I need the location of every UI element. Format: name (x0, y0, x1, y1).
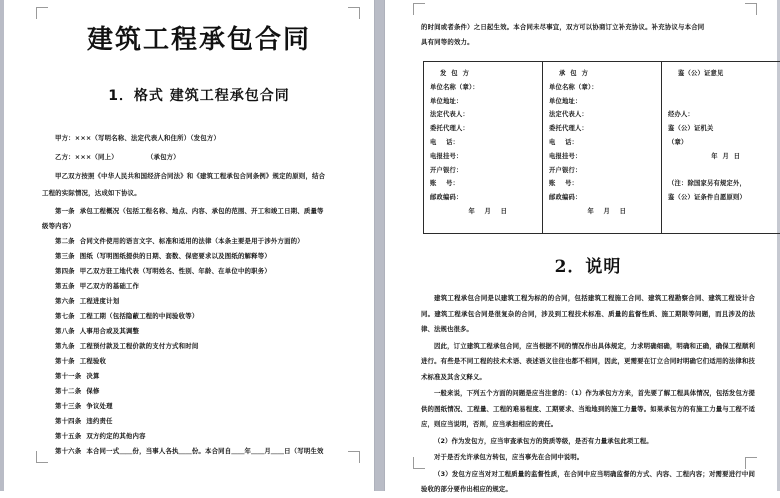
field-account: 账 号： (549, 177, 655, 191)
intro-line-party-b: 乙方：×××（同上） （承包方） (42, 150, 356, 165)
column-header: 发 包 方 (430, 67, 536, 81)
article-number: 第十二条 (55, 387, 81, 395)
field-unit-address: 单位地址： (430, 95, 536, 109)
page-right-content (421, 6, 755, 481)
article-item (42, 369, 356, 384)
article-text: 合同文件使用的语言文字、标准和适用的法律（本条主要是用于涉外方面的） (80, 237, 304, 245)
article-text: 甲乙双方驻工地代表（写明姓名、性别、年龄、在单位中的职务） (80, 267, 271, 275)
field-unit-address: 单位地址： (549, 95, 655, 109)
field-seal: （章） (668, 136, 774, 150)
article-item (42, 429, 356, 444)
article-text: 保修 (86, 387, 99, 395)
article-text: 工程预付款及工程价款的支付方式和时间 (80, 342, 199, 350)
article-item (42, 264, 356, 279)
article-item-continued (42, 219, 356, 234)
field-bank: 开户银行： (549, 164, 655, 178)
article-number: 第十六条 (55, 447, 81, 455)
article-text: 承包工程概况（包括工程名称、地点、内容、承包的范围、开工和竣工日期、质量等 (80, 207, 324, 215)
article-item (42, 279, 356, 294)
explanation-paragraph: 建筑工程承包合同是以建筑工程为标的的合同，包括建筑工程施工合同、建筑工程勘察合同、建筑工程设计合同。建筑工程承包合同是很复杂的合同，涉及到工程技术标准、质量的监督性质、施工期限等问题，而且涉及的法律、法规也很多。 (421, 291, 755, 338)
continuation-line-2: 具有同等的效力。 (421, 35, 755, 50)
column-header: 鉴（公）证意见 (668, 67, 774, 81)
field-postcode: 邮政编码： (430, 191, 536, 205)
document-page-right[interactable] (385, 0, 777, 491)
signature-cell-party-b (543, 62, 662, 234)
article-number: 第七条 (55, 312, 75, 320)
explanation-paragraph: （3）发包方应当对对工程质量的监督性质，在合同中应当明确监督的方式、内容、工程内容；对需要进行中间验收的部分要作出相应的规定。 (421, 467, 755, 498)
article-item (42, 414, 356, 429)
field-note-line-1: （注：除国家另有规定外， (668, 177, 774, 191)
signature-cell-party-a (424, 62, 543, 234)
article-text: 决算 (86, 372, 99, 380)
article-item (42, 234, 356, 249)
article-number: 第八条 (55, 327, 75, 335)
article-item (42, 249, 356, 264)
article-number: 第四条 (55, 267, 75, 275)
article-item (42, 324, 356, 339)
intro-block (42, 131, 356, 201)
signature-cell-notary (662, 62, 780, 234)
document-page-left[interactable] (4, 0, 374, 491)
article-item (42, 399, 356, 414)
section-heading-format: 1．格式 建筑工程承包合同 (42, 85, 356, 105)
field-unit-name: 单位名称（章）： (430, 81, 536, 95)
field-note-line-2: 鉴（公）证条件自愿原则） (668, 191, 774, 205)
continuation-block (421, 20, 755, 50)
table-row (424, 62, 780, 234)
article-number: 第五条 (55, 282, 75, 290)
article-number: 第二条 (55, 237, 75, 245)
article-item (42, 384, 356, 399)
article-item (42, 354, 356, 369)
article-number: 第三条 (55, 252, 75, 260)
article-number: 第六条 (55, 297, 75, 305)
article-item (42, 339, 356, 354)
field-date: 年 月 日 (668, 150, 774, 164)
article-number: 第九条 (55, 342, 75, 350)
intro-line-party-a: 甲方：×××（写明名称、法定代表人和住所）（发包方） (42, 131, 356, 146)
explanation-paragraph: （2）作为发包方，应当审查承包方的资质等级，是否有力量承包此项工程。 (421, 434, 755, 450)
field-date: 年 月 日 (430, 205, 536, 219)
article-text: 本合同一式＿＿份，当事人各执＿＿份。本合同自＿＿年＿＿月＿＿日（写明生效 (86, 447, 323, 455)
intro-line-basis-2: 工程的实际情况，达成如下协议。 (42, 186, 356, 201)
explanation-paragraph: 对于是否允许承包方转包，应当事先在合同中说明。 (421, 450, 755, 466)
article-text: 争议处理 (86, 402, 112, 410)
article-item (42, 294, 356, 309)
page-gap-divider (374, 0, 385, 491)
field-bank: 开户银行： (430, 164, 536, 178)
continuation-line-1: 的时间或者条件）之日起生效。本合同未尽事宜，双方可以协商订立补充协议。补充协议与本合同 (421, 20, 755, 35)
article-number: 第十五条 (55, 432, 81, 440)
article-item (42, 444, 356, 459)
field-agent: 委托代理人： (430, 122, 536, 136)
article-text: 工程进度计划 (80, 297, 120, 305)
article-number: 第十四条 (55, 417, 81, 425)
field-legal-rep: 法定代表人： (549, 108, 655, 122)
article-number: 第十条 (55, 357, 75, 365)
article-text: 双方约定的其他内容 (86, 432, 145, 440)
field-notary-authority: 鉴（公）证机关 (668, 122, 774, 136)
article-number: 第十一条 (55, 372, 81, 380)
explanation-paragraph: 一般来说，下列五个方面的问题是应当注意的：（1）作为承包方方来，首先要了解工程具体情况，包括发包方提供的图纸情况、工程量、工程的难易程度、工期要求、当地地到的施工力量等。如果承包方的有施工力量与工程不适应，则应当说明，否则，应当承担相应的责任。 (421, 386, 755, 433)
field-account: 账 号： (430, 177, 536, 191)
article-number: 第十三条 (55, 402, 81, 410)
section-heading-explanation: 2．说明 (421, 252, 755, 277)
field-telegram: 电报挂号： (430, 150, 536, 164)
article-number: 第一条 (55, 207, 75, 215)
explanation-paragraph: 因此，订立建筑工程承包合同，应当根据不同的情况作出具体规定，力求明确细确，明确和正确，确保工程顺利进行。有些是不同工程的技术术语、表述语义往往也都不相同，因此，更需要在订立合同时明确它们适用的法律和技术标准及其含义释义。 (421, 339, 755, 386)
field-phone: 电 话： (549, 136, 655, 150)
article-text: 工程工期（包括隐蔽工程的中间验收等） (80, 312, 199, 320)
article-item (42, 204, 356, 219)
field-handler: 经办人： (668, 108, 774, 122)
signature-table (423, 61, 780, 234)
field-telegram: 电报挂号： (549, 150, 655, 164)
article-text: 甲乙双方的基础工作 (80, 282, 139, 290)
article-text: 违约责任 (86, 417, 112, 425)
field-phone: 电 话： (430, 136, 536, 150)
article-text: 工程验收 (80, 357, 106, 365)
field-date: 年 月 日 (549, 205, 655, 219)
field-unit-name: 单位名称（章）： (549, 81, 655, 95)
articles-list (42, 204, 356, 459)
article-text: 图纸（写明图纸提供的日期、套数、保密要求以及图纸的解释等） (80, 252, 271, 260)
article-item (42, 309, 356, 324)
page-title: 建筑工程承包合同 (42, 24, 356, 57)
column-header: 承 包 方 (549, 67, 655, 81)
field-agent: 委托代理人： (549, 122, 655, 136)
field-legal-rep: 法定代表人： (430, 108, 536, 122)
field-postcode: 邮政编码： (549, 191, 655, 205)
intro-line-basis-1: 甲乙双方按照《中华人民共和国经济合同法》和《建筑工程承包合同条例》规定的原则，结合 (42, 169, 356, 184)
explanation-paragraphs (421, 291, 755, 498)
article-text: 级等内容） (42, 222, 75, 230)
page-left-content (42, 10, 356, 481)
article-text: 人事用合或及其调整 (80, 327, 139, 335)
